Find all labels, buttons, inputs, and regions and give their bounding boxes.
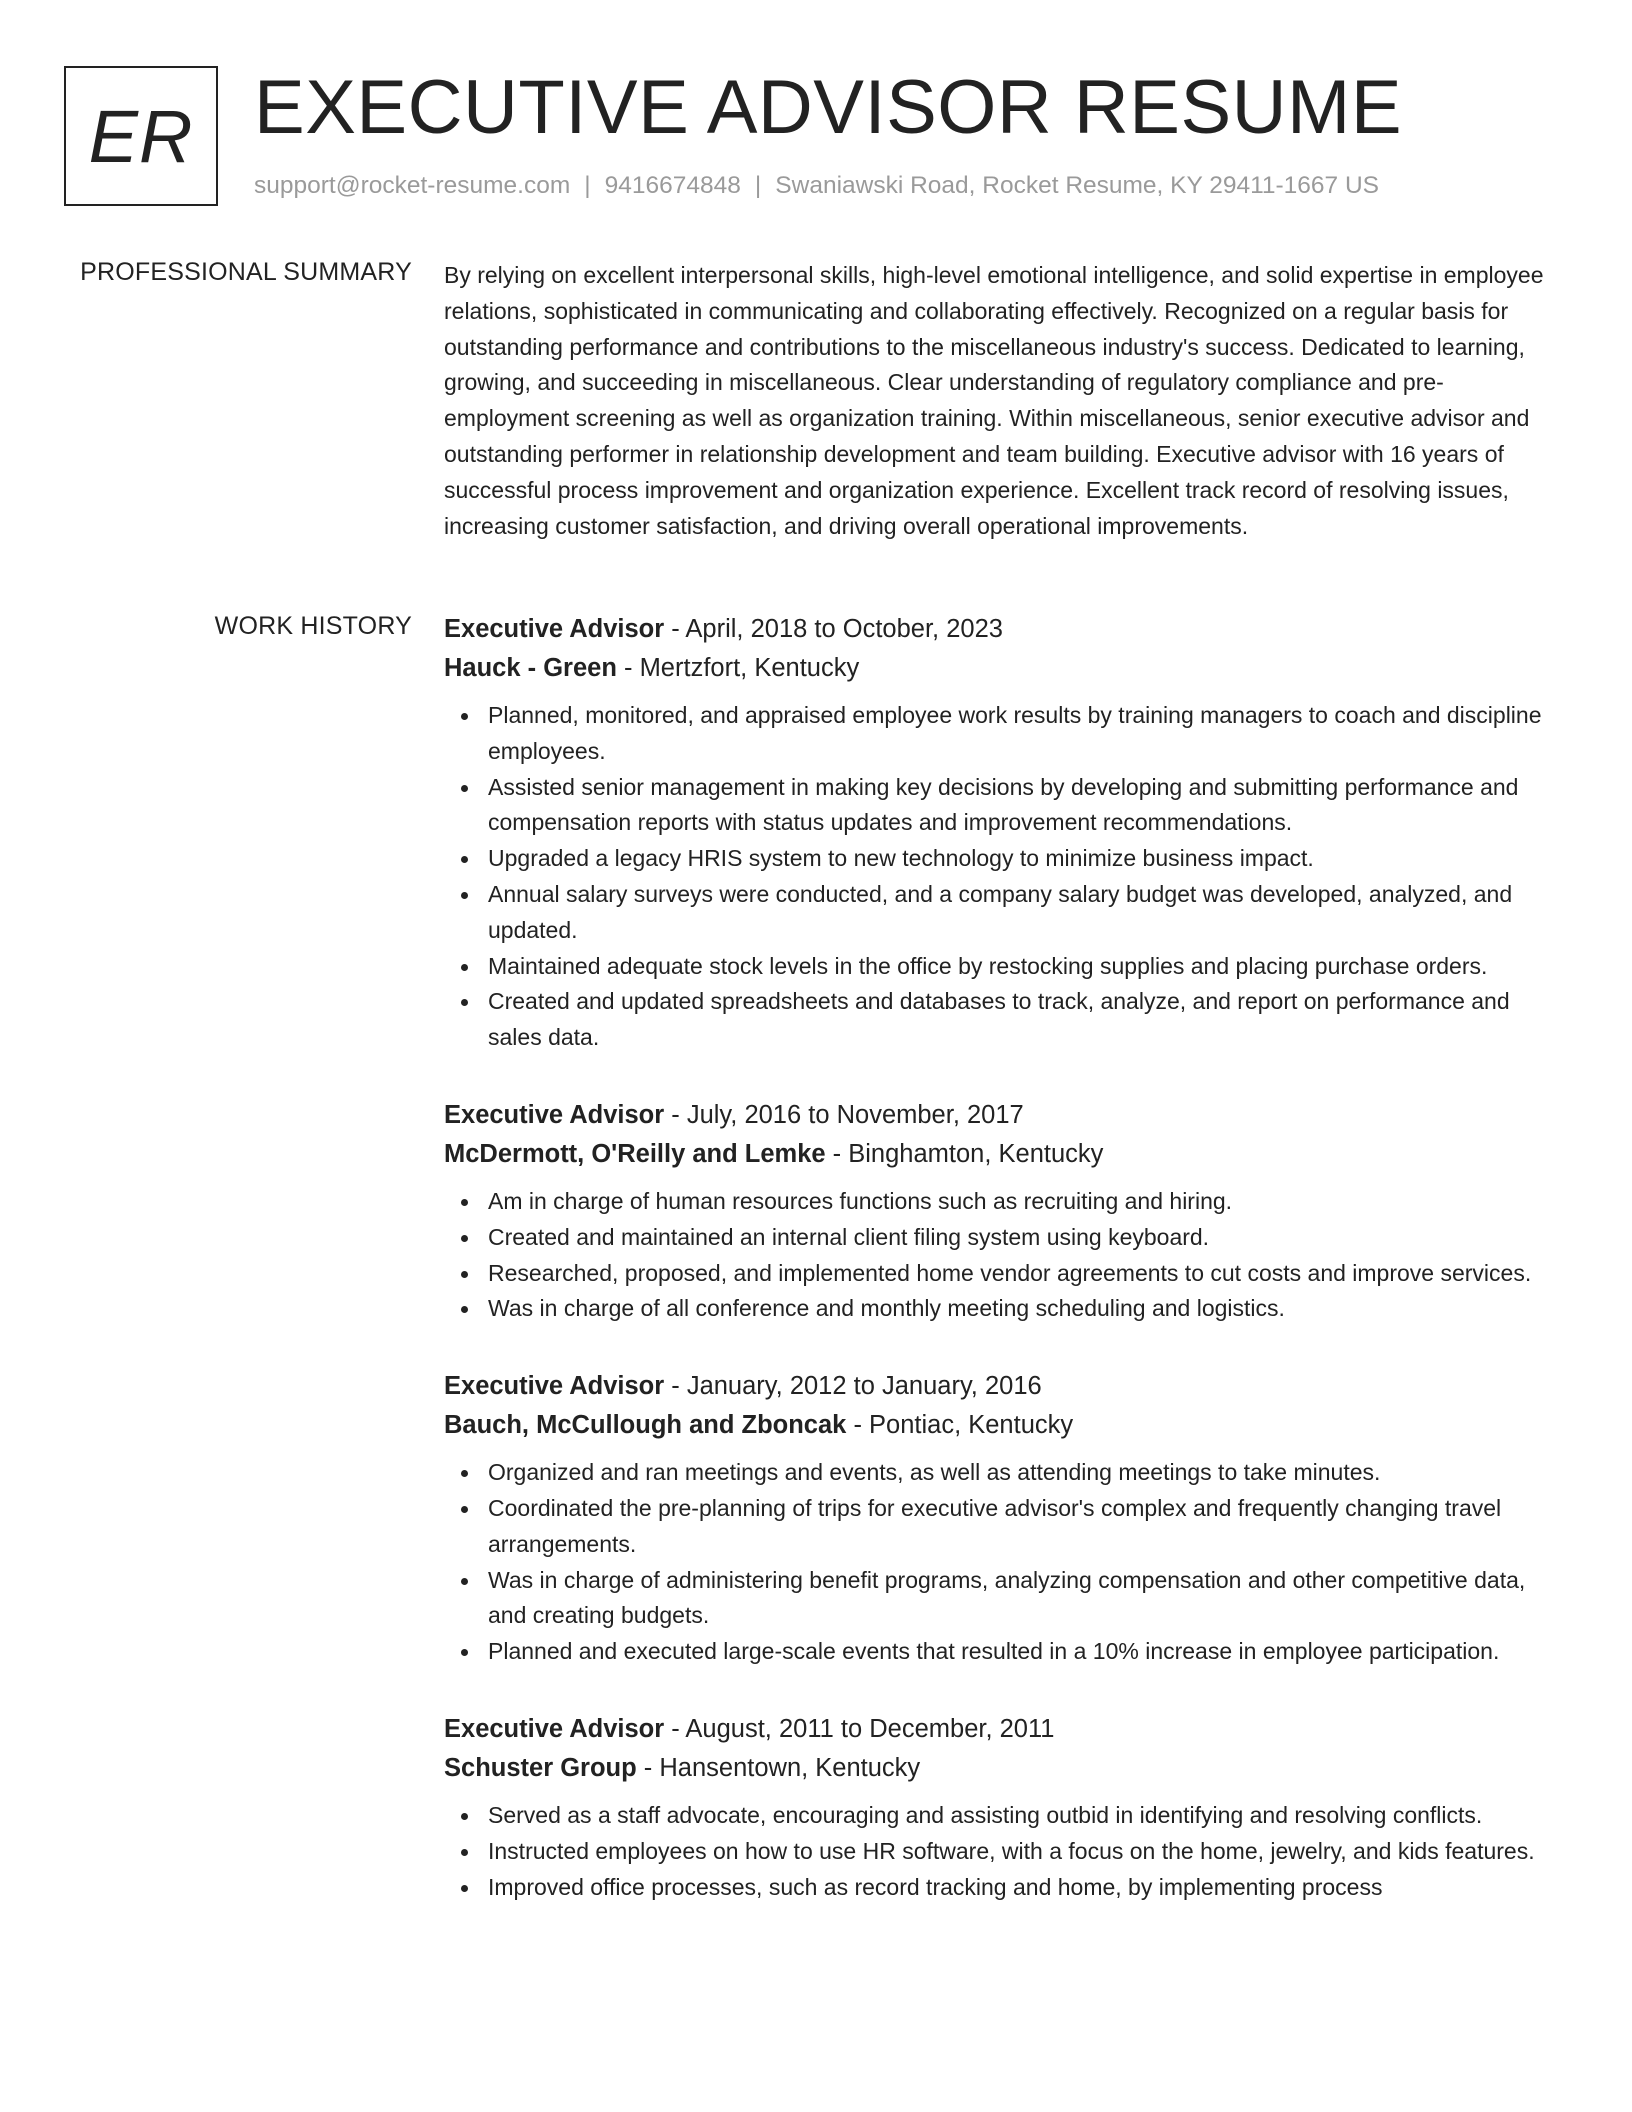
job-bullet: Organized and ran meetings and events, as well as attending meetings to take minutes.	[488, 1455, 1564, 1491]
job-bullet: Improved office processes, such as record tracking and home, by implementing process	[488, 1870, 1564, 1906]
job-bullet: Am in charge of human resources functions such as recruiting and hiring.	[488, 1184, 1564, 1220]
job-role: Executive Advisor	[444, 1714, 665, 1743]
job-bullet: Created and updated spreadsheets and databases to track, analyze, and report on performance and sales data.	[488, 984, 1564, 1056]
job-bullet-list	[444, 698, 1564, 1056]
summary-body	[444, 258, 1564, 544]
job-bullet: Coordinated the pre-planning of trips for executive advisor's complex and frequently changing travel arrangements.	[488, 1491, 1564, 1563]
job-bullet: Maintained adequate stock levels in the office by restocking supplies and placing purchase orders.	[488, 949, 1564, 985]
job-role-line	[444, 1367, 1564, 1406]
job-company: Bauch, McCullough and Zboncak	[444, 1411, 847, 1440]
job-company-line	[444, 1749, 1564, 1788]
job-bullet: Planned and executed large-scale events that resulted in a 10% increase in employee participation.	[488, 1634, 1564, 1670]
job-bullet: Served as a staff advocate, encouraging and assisting outbid in identifying and resolving conflicts.	[488, 1798, 1564, 1834]
section-title-summary: PROFESSIONAL SUMMARY	[80, 258, 412, 286]
job-role: Executive Advisor	[444, 1100, 665, 1129]
job-bullet: Was in charge of all conference and monthly meeting scheduling and logistics.	[488, 1291, 1564, 1327]
job-bullet: Created and maintained an internal client filing system using keyboard.	[488, 1220, 1564, 1256]
summary-text: By relying on excellent interpersonal skills, high-level emotional intelligence, and solid expertise in employee relations, sophisticated in communicating and collaborating effectively. Recognized on a regular basis for outstanding performance and contributions to the miscellaneous industry's success. Dedicated to learning, growing, and succeeding in miscellaneous. Clear understanding of regulatory compliance and pre-employment screening as well as organization training. Within miscellaneous, senior executive advisor and outstanding performer in relationship development and team building. Executive advisor with 16 years of successful process improvement and organization experience. Excellent track record of resolving issues, increasing customer satisfaction, and driving overall operational improvements.	[444, 262, 1544, 539]
job-company-line	[444, 1406, 1564, 1445]
job-dates: - April, 2018 to October, 2023	[664, 615, 1003, 643]
job-role-line	[444, 1710, 1564, 1749]
resume-header	[64, 66, 1584, 216]
job-company: Schuster Group	[444, 1753, 637, 1782]
job-company: McDermott, O'Reilly and Lemke	[444, 1139, 826, 1168]
job-location: - Binghamton, Kentucky	[825, 1139, 1104, 1168]
work-history-body	[444, 610, 1564, 1945]
job-role: Executive Advisor	[444, 615, 665, 643]
job-bullet: Annual salary surveys were conducted, and a company salary budget was developed, analyzed, and updated.	[488, 877, 1564, 949]
job-bullet-list	[444, 1184, 1564, 1327]
contact-line	[254, 172, 1379, 200]
resume-title: EXECUTIVE ADVISOR RESUME	[254, 65, 1403, 150]
contact-separator: |	[584, 172, 591, 199]
job-role: Executive Advisor	[444, 1372, 665, 1401]
job-bullet: Researched, proposed, and implemented home vendor agreements to cut costs and improve services.	[488, 1256, 1564, 1292]
monogram-logo: ER	[64, 66, 218, 206]
job-entry	[444, 1710, 1564, 1905]
job-company-line	[444, 1135, 1564, 1174]
contact-phone: 9416674848	[604, 172, 741, 199]
contact-address: Swaniawski Road, Rocket Resume, KY 29411-1667 US	[775, 172, 1380, 199]
job-bullet-list	[444, 1455, 1564, 1670]
job-dates: - August, 2011 to December, 2011	[664, 1714, 1055, 1743]
job-entry	[444, 1096, 1564, 1327]
job-entry	[444, 610, 1564, 1056]
contact-email: support@rocket-resume.com	[254, 172, 571, 199]
contact-separator: |	[754, 172, 762, 199]
job-bullet: Assisted senior management in making key decisions by developing and submitting performance and compensation reports with status updates and improvement recommendations.	[488, 770, 1564, 842]
job-location: - Mertzfort, Kentucky	[616, 654, 860, 682]
job-location: - Pontiac, Kentucky	[846, 1411, 1074, 1440]
job-company: Hauck - Green	[444, 654, 617, 682]
job-role-line	[444, 610, 1564, 649]
job-bullet: Upgraded a legacy HRIS system to new technology to minimize business impact.	[488, 841, 1564, 877]
job-dates: - July, 2016 to November, 2017	[664, 1100, 1024, 1129]
job-entry	[444, 1367, 1564, 1670]
job-dates: - January, 2012 to January, 2016	[664, 1372, 1042, 1401]
section-title-work-history: WORK HISTORY	[214, 612, 412, 640]
job-bullet: Was in charge of administering benefit programs, analyzing compensation and other competitive data, and creating budgets.	[488, 1563, 1564, 1635]
job-role-line	[444, 1096, 1564, 1135]
job-bullet: Instructed employees on how to use HR software, with a focus on the home, jewelry, and kids features.	[488, 1834, 1564, 1870]
job-bullet-list	[444, 1798, 1564, 1905]
job-company-line	[444, 649, 1564, 688]
job-location: - Hansentown, Kentucky	[636, 1753, 921, 1782]
job-bullet: Planned, monitored, and appraised employee work results by training managers to coach and discipline employees.	[488, 698, 1564, 770]
